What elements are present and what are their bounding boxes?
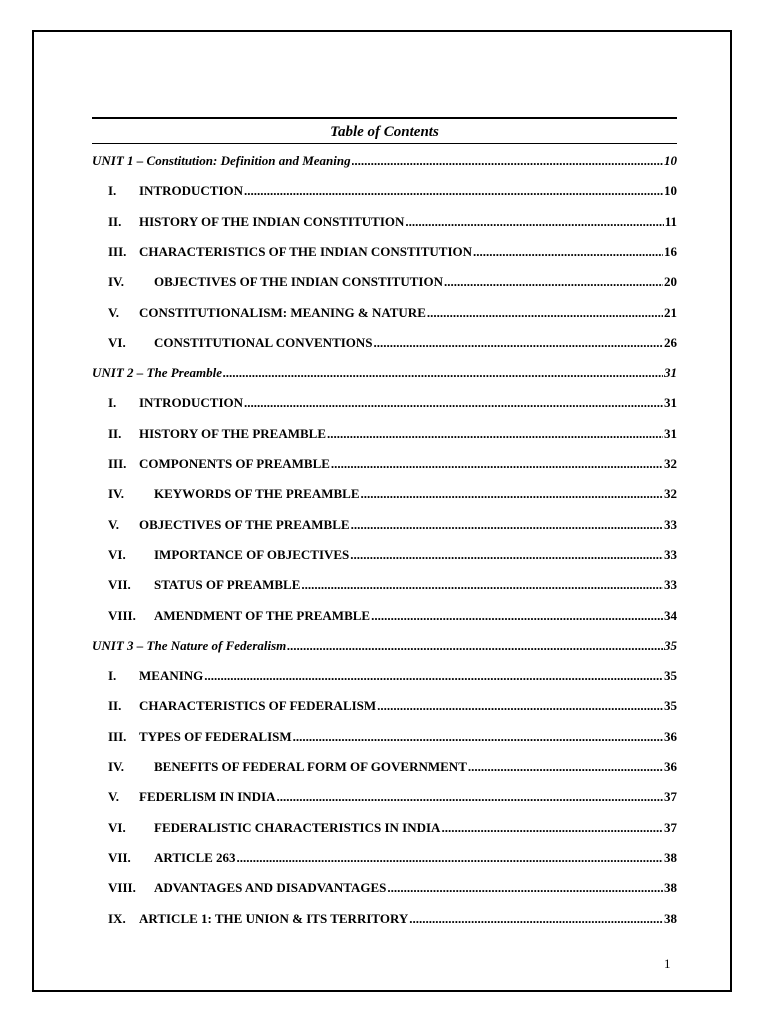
toc-entry-label: KEYWORDS OF THE PREAMBLE <box>154 486 360 502</box>
toc-entry-number: VIII. <box>108 607 136 623</box>
toc-entry-row <box>92 182 677 200</box>
toc-entry-row <box>92 425 677 443</box>
toc-entry-page: 20 <box>664 274 677 290</box>
toc-entry-row <box>92 485 677 503</box>
toc-entry-number: VII. <box>108 577 131 593</box>
toc-entry-row <box>92 213 677 231</box>
toc-entry-number: IX. <box>108 910 126 926</box>
toc-entry-page: 36 <box>664 728 677 744</box>
page-border <box>32 30 732 992</box>
toc-entry-row <box>92 879 677 897</box>
toc-entry-number: I. <box>108 395 117 411</box>
toc-entry-row <box>92 546 677 564</box>
toc-entry-page: 26 <box>664 334 677 350</box>
toc-entry-row <box>92 243 677 261</box>
toc-entry-label: ARTICLE 1: THE UNION & ITS TERRITORY <box>139 910 409 926</box>
toc-entry-number: III. <box>108 728 127 744</box>
toc-entry-page: 37 <box>664 819 677 835</box>
toc-entry-page: 32 <box>664 486 677 502</box>
toc-entry-row <box>92 849 677 867</box>
toc-entry-label: TYPES OF FEDERALISM <box>139 728 292 744</box>
toc-title: Table of Contents <box>92 117 677 144</box>
toc-leader-dots <box>331 455 663 473</box>
toc-entry-row <box>92 576 677 594</box>
toc-entry-row <box>92 607 677 625</box>
toc-entry-row <box>92 273 677 291</box>
toc-entry-page: 16 <box>664 243 677 259</box>
toc-entry-number: VI. <box>108 546 126 562</box>
toc-entry-label: OBJECTIVES OF THE PREAMBLE <box>139 516 350 532</box>
toc-entry-number: IV. <box>108 759 125 774</box>
toc-leader-dots <box>287 637 663 655</box>
toc-leader-dots <box>405 213 663 231</box>
toc-leader-dots <box>204 667 663 685</box>
toc-entry-page: 33 <box>664 546 677 562</box>
toc-entry-page: 31 <box>664 425 677 441</box>
page-number: 1 <box>664 956 671 971</box>
toc-entry-label: UNIT 2 – The Preamble <box>92 365 222 381</box>
toc-entry-label: CHARACTERISTICS OF FEDERALISM <box>139 698 377 714</box>
toc-leader-dots <box>371 607 663 625</box>
toc-entry-page: 38 <box>664 880 677 896</box>
toc-entry-row <box>92 304 677 322</box>
toc-entry-row <box>92 455 677 473</box>
toc-entry-page: 31 <box>664 365 677 381</box>
toc-entry-page: 35 <box>664 668 677 684</box>
toc-entry-label: CONSTITUTIONAL CONVENTIONS <box>154 334 373 350</box>
toc-leader-dots <box>327 425 663 443</box>
toc-entry-label: UNIT 3 – The Nature of Federalism <box>92 637 287 653</box>
toc-leader-dots <box>409 910 663 928</box>
toc-leader-dots <box>277 788 663 806</box>
toc-entry-page: 33 <box>664 577 677 593</box>
toc-entry-number: II. <box>108 698 122 714</box>
toc-leader-dots <box>351 516 663 534</box>
toc-entry-number: II. <box>108 425 122 441</box>
toc-entry-page: 10 <box>664 183 677 199</box>
toc-entry-page: 31 <box>664 395 677 411</box>
toc-entry-row <box>92 334 677 352</box>
toc-unit-row <box>92 152 677 170</box>
toc-entry-page: 10 <box>664 153 677 168</box>
toc-entry-label: ARTICLE 263 <box>154 849 236 865</box>
toc-entry-number: VI. <box>108 334 126 350</box>
toc-entry-label: HISTORY OF THE PREAMBLE <box>139 425 326 441</box>
toc-entry-label: MEANING <box>139 668 204 684</box>
toc-entry-row <box>92 516 677 534</box>
toc-unit-row <box>92 637 677 655</box>
toc-leader-dots <box>473 243 663 261</box>
toc-entry-label: AMENDMENT OF THE PREAMBLE <box>154 607 371 623</box>
toc-leader-dots <box>468 758 663 776</box>
toc-entry-label: COMPONENTS OF PREAMBLE <box>139 456 330 471</box>
toc-leader-dots <box>387 879 663 897</box>
toc-entry-page: 11 <box>664 213 677 229</box>
toc-entry-page: 35 <box>664 637 677 653</box>
toc-leader-dots <box>244 394 663 412</box>
toc-entry-number: I. <box>108 183 117 199</box>
toc-entry-page: 35 <box>664 698 677 714</box>
toc-leader-dots <box>361 485 664 503</box>
toc-leader-dots <box>293 728 663 746</box>
toc-entry-number: V. <box>108 516 119 532</box>
toc-leader-dots <box>350 546 663 564</box>
toc-leader-dots <box>377 697 663 715</box>
toc-entry-row <box>92 758 677 776</box>
toc-leader-dots <box>244 182 663 200</box>
toc-entry-label: INTRODUCTION <box>139 183 244 199</box>
toc-entry-label: CHARACTERISTICS OF THE INDIAN CONSTITUTION <box>139 243 473 259</box>
toc-entry-label: HISTORY OF THE INDIAN CONSTITUTION <box>139 213 405 229</box>
toc-entry-row <box>92 394 677 412</box>
toc-leader-dots <box>223 364 663 382</box>
toc-entry-number: VIII. <box>108 880 136 896</box>
toc-entry-page: 32 <box>664 456 677 471</box>
toc-entry-page: 33 <box>664 516 677 532</box>
toc-entry-number: VII. <box>108 849 131 865</box>
toc-entry-label: FEDERALISTIC CHARACTERISTICS IN INDIA <box>154 819 441 835</box>
toc-leader-dots <box>301 576 663 594</box>
toc-entry-row <box>92 819 677 837</box>
toc-entry-label: FEDERLISM IN INDIA <box>139 789 276 805</box>
toc-entry-page: 36 <box>664 759 677 774</box>
toc-entry-label: BENEFITS OF FEDERAL FORM OF GOVERNMENT <box>154 759 467 774</box>
toc-entry-row <box>92 788 677 806</box>
toc-entry-number: V. <box>108 304 119 320</box>
toc-entry-number: III. <box>108 243 127 259</box>
toc-entry-row <box>92 697 677 715</box>
toc-entry-number: V. <box>108 789 119 805</box>
toc-entry-number: III. <box>108 456 127 471</box>
toc-entry-number: I. <box>108 668 117 684</box>
toc-entry-row <box>92 667 677 685</box>
toc-entry-label: INTRODUCTION <box>139 395 244 411</box>
toc-entry-page: 38 <box>664 910 677 926</box>
toc-leader-dots <box>237 849 663 867</box>
toc-entry-label: OBJECTIVES OF THE INDIAN CONSTITUTION <box>154 274 443 290</box>
toc-entry-page: 21 <box>664 304 677 320</box>
toc-entry-page: 34 <box>664 607 677 623</box>
toc-leader-dots <box>427 304 663 322</box>
toc-entry-number: IV. <box>108 274 125 290</box>
toc-entry-number: II. <box>108 213 122 229</box>
toc-entry-label: ADVANTAGES AND DISADVANTAGES <box>154 880 387 896</box>
toc-entry-label: IMPORTANCE OF OBJECTIVES <box>154 546 350 562</box>
table-of-contents <box>92 117 677 926</box>
toc-entry-label: UNIT 1 – Constitution: Definition and Meaning <box>92 153 351 168</box>
toc-entry-page: 38 <box>664 849 677 865</box>
toc-leader-dots <box>352 152 663 170</box>
toc-unit-row <box>92 364 677 382</box>
toc-entry-row <box>92 910 677 928</box>
toc-entry-page: 37 <box>664 789 677 805</box>
toc-leader-dots <box>441 819 663 837</box>
toc-leader-dots <box>444 273 663 291</box>
toc-entry-row <box>92 728 677 746</box>
toc-entry-number: IV. <box>108 486 125 502</box>
toc-entry-label: STATUS OF PREAMBLE <box>154 577 301 593</box>
toc-entry-number: VI. <box>108 819 126 835</box>
toc-entry-label: CONSTITUTIONALISM: MEANING & NATURE <box>139 304 426 320</box>
toc-leader-dots <box>374 334 663 352</box>
